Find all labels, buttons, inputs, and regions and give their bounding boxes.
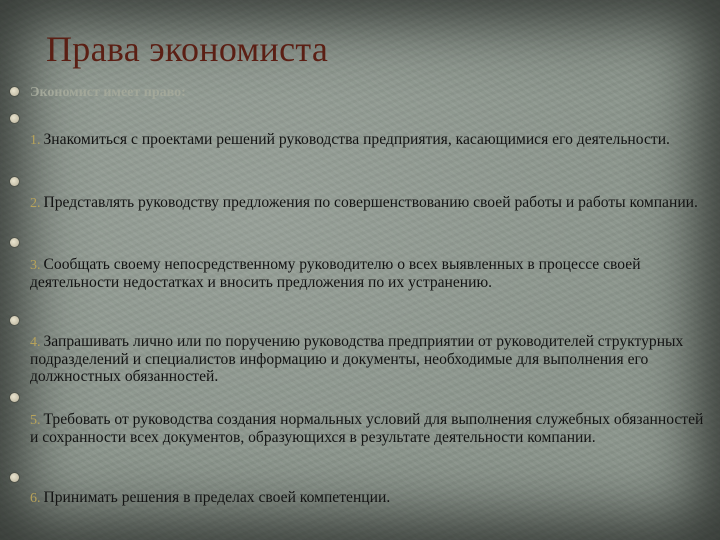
intro-text: Экономист имеет право: — [30, 85, 186, 100]
bullet-dot-icon — [10, 114, 19, 123]
item-text: Сообщать своему непосредственному руководителю о всех выявленных в процессе своей деятельности недостатках и вносить предложения по их устранению. — [30, 256, 641, 291]
item-number: 5. — [30, 413, 41, 428]
bullet-dot-icon — [10, 393, 19, 402]
bullet-dot-icon — [10, 473, 19, 482]
item-text: Принимать решения в пределах своей компетенции. — [43, 489, 391, 506]
item-number: 4. — [30, 335, 41, 350]
list-item — [30, 194, 706, 212]
item-text: Запрашивать лично или по поручению руководства предприятии от руководителей структурных подразделений и специалистов информацию и документы, необходимые для выполнения его должностных обязанностей. — [30, 333, 684, 385]
item-number: 1. — [30, 133, 41, 148]
list-item — [30, 411, 706, 446]
bullet-dot-icon — [10, 316, 19, 325]
list-item — [30, 333, 706, 385]
list-item — [30, 489, 706, 507]
item-number: 2. — [30, 196, 41, 211]
item-text: Знакомиться с проектами решений руководства предприятия, касающимися его деятельности. — [43, 131, 670, 148]
item-text: Представлять руководству предложения по совершенствованию своей работы и работы компании. — [43, 194, 698, 211]
bullet-dot-icon — [10, 177, 19, 186]
list-item — [30, 131, 706, 149]
item-text: Требовать от руководства создания нормальных условий для выполнения служебных обязанностей и сохранности всех документов, образующихся в результате деятельности компании. — [30, 411, 704, 446]
list-item — [30, 256, 706, 291]
item-number: 6. — [30, 491, 41, 506]
bullet-dot-icon — [10, 238, 19, 247]
bullet-dot-icon — [10, 87, 19, 96]
slide-title: Права экономиста — [46, 29, 329, 69]
item-number: 3. — [30, 258, 41, 273]
